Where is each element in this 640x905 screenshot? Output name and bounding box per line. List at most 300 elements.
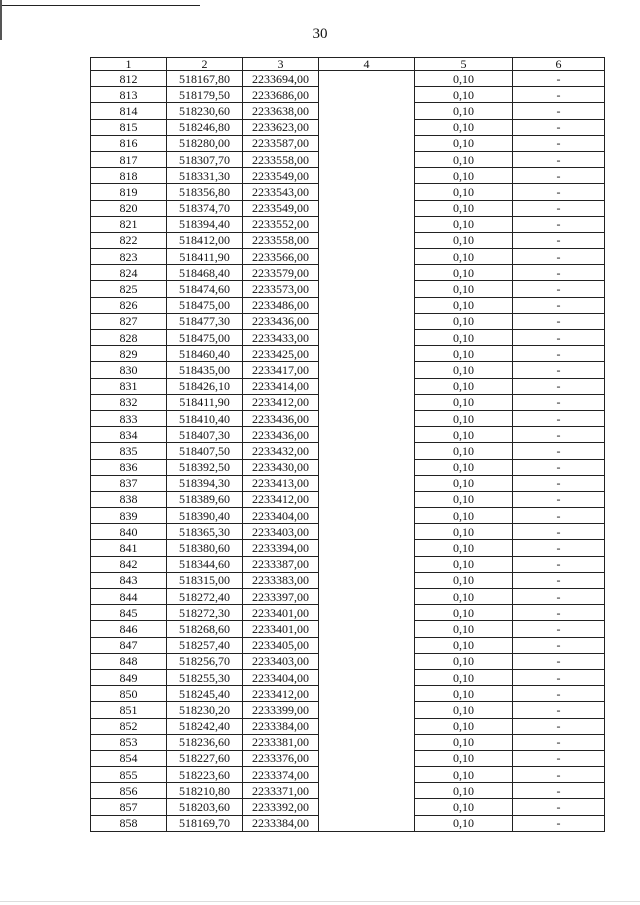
- table-row: [91, 556, 605, 572]
- table-row: [91, 119, 605, 135]
- coord-x-cell: 518236,60: [167, 734, 243, 750]
- coord-x-cell: 518392,50: [167, 459, 243, 475]
- coord-y-cell: 2233436,00: [243, 313, 319, 329]
- col-6-cell: -: [513, 718, 605, 734]
- coord-x-cell: 518407,30: [167, 427, 243, 443]
- footer-rule: [0, 901, 640, 902]
- coord-x-cell: 518167,80: [167, 71, 243, 87]
- point-number-cell: 854: [91, 750, 167, 766]
- accuracy-cell: 0,10: [415, 669, 513, 685]
- table-row: [91, 362, 605, 378]
- point-number-cell: 814: [91, 103, 167, 119]
- accuracy-cell: 0,10: [415, 410, 513, 426]
- coord-x-cell: 518380,60: [167, 540, 243, 556]
- coord-y-cell: 2233397,00: [243, 589, 319, 605]
- table-row: [91, 87, 605, 103]
- coord-x-cell: 518374,70: [167, 200, 243, 216]
- table-row: [91, 767, 605, 783]
- col-4-cell: [319, 799, 415, 815]
- col-4-cell: [319, 265, 415, 281]
- coord-x-cell: 518411,90: [167, 394, 243, 410]
- col-6-cell: -: [513, 103, 605, 119]
- accuracy-cell: 0,10: [415, 265, 513, 281]
- table-row: [91, 297, 605, 313]
- coord-x-cell: 518257,40: [167, 637, 243, 653]
- point-number-cell: 833: [91, 410, 167, 426]
- col-6-cell: -: [513, 653, 605, 669]
- col-4-cell: [319, 767, 415, 783]
- col-4-cell: [319, 686, 415, 702]
- point-number-cell: 848: [91, 653, 167, 669]
- table-row: [91, 491, 605, 507]
- point-number-cell: 834: [91, 427, 167, 443]
- point-number-cell: 841: [91, 540, 167, 556]
- coord-y-cell: 2233401,00: [243, 605, 319, 621]
- col-4-cell: [319, 637, 415, 653]
- coord-y-cell: 2233417,00: [243, 362, 319, 378]
- coord-y-cell: 2233549,00: [243, 168, 319, 184]
- accuracy-cell: 0,10: [415, 491, 513, 507]
- col-4-cell: [319, 669, 415, 685]
- coord-x-cell: 518331,30: [167, 168, 243, 184]
- col-6-cell: -: [513, 410, 605, 426]
- col-6-cell: -: [513, 281, 605, 297]
- table-row: [91, 232, 605, 248]
- accuracy-cell: 0,10: [415, 87, 513, 103]
- col-4-cell: [319, 443, 415, 459]
- table-row: [91, 750, 605, 766]
- coord-x-cell: 518460,40: [167, 346, 243, 362]
- point-number-cell: 817: [91, 151, 167, 167]
- coord-x-cell: 518272,30: [167, 605, 243, 621]
- col-6-cell: -: [513, 475, 605, 491]
- col-4-cell: [319, 135, 415, 151]
- col-4-cell: [319, 702, 415, 718]
- table-body: [91, 71, 605, 832]
- col-6-cell: -: [513, 783, 605, 799]
- col-4-cell: [319, 718, 415, 734]
- coord-y-cell: 2233384,00: [243, 718, 319, 734]
- col-4-cell: [319, 815, 415, 831]
- table-header-row: [91, 58, 605, 71]
- col-4-cell: [319, 556, 415, 572]
- point-number-cell: 853: [91, 734, 167, 750]
- point-number-cell: 822: [91, 232, 167, 248]
- accuracy-cell: 0,10: [415, 702, 513, 718]
- coord-x-cell: 518344,60: [167, 556, 243, 572]
- accuracy-cell: 0,10: [415, 232, 513, 248]
- point-number-cell: 849: [91, 669, 167, 685]
- table-row: [91, 216, 605, 232]
- col-6-cell: -: [513, 589, 605, 605]
- accuracy-cell: 0,10: [415, 103, 513, 119]
- coord-y-cell: 2233573,00: [243, 281, 319, 297]
- accuracy-cell: 0,10: [415, 346, 513, 362]
- coord-x-cell: 518315,00: [167, 572, 243, 588]
- col-4-cell: [319, 184, 415, 200]
- point-number-cell: 857: [91, 799, 167, 815]
- accuracy-cell: 0,10: [415, 330, 513, 346]
- table-row: [91, 135, 605, 151]
- coord-x-cell: 518390,40: [167, 508, 243, 524]
- point-number-cell: 828: [91, 330, 167, 346]
- header-cell: 3: [243, 58, 319, 71]
- accuracy-cell: 0,10: [415, 556, 513, 572]
- coord-y-cell: 2233587,00: [243, 135, 319, 151]
- accuracy-cell: 0,10: [415, 427, 513, 443]
- col-6-cell: -: [513, 232, 605, 248]
- col-4-cell: [319, 653, 415, 669]
- col-4-cell: [319, 297, 415, 313]
- point-number-cell: 826: [91, 297, 167, 313]
- col-4-cell: [319, 491, 415, 507]
- col-4-cell: [319, 783, 415, 799]
- coord-x-cell: 518268,60: [167, 621, 243, 637]
- accuracy-cell: 0,10: [415, 216, 513, 232]
- table-row: [91, 443, 605, 459]
- point-number-cell: 845: [91, 605, 167, 621]
- col-4-cell: [319, 508, 415, 524]
- col-6-cell: -: [513, 216, 605, 232]
- col-6-cell: -: [513, 459, 605, 475]
- coord-y-cell: 2233412,00: [243, 686, 319, 702]
- accuracy-cell: 0,10: [415, 572, 513, 588]
- col-4-cell: [319, 589, 415, 605]
- col-6-cell: -: [513, 378, 605, 394]
- col-6-cell: -: [513, 200, 605, 216]
- table-row: [91, 605, 605, 621]
- table-row: [91, 702, 605, 718]
- coord-y-cell: 2233543,00: [243, 184, 319, 200]
- coord-x-cell: 518272,40: [167, 589, 243, 605]
- col-4-cell: [319, 346, 415, 362]
- col-6-cell: -: [513, 87, 605, 103]
- coord-x-cell: 518474,60: [167, 281, 243, 297]
- col-4-cell: [319, 200, 415, 216]
- accuracy-cell: 0,10: [415, 718, 513, 734]
- point-number-cell: 852: [91, 718, 167, 734]
- coord-x-cell: 518426,10: [167, 378, 243, 394]
- col-6-cell: -: [513, 540, 605, 556]
- col-6-cell: -: [513, 621, 605, 637]
- point-number-cell: 831: [91, 378, 167, 394]
- table-row: [91, 589, 605, 605]
- col-6-cell: -: [513, 686, 605, 702]
- accuracy-cell: 0,10: [415, 119, 513, 135]
- col-6-cell: -: [513, 750, 605, 766]
- coord-y-cell: 2233376,00: [243, 750, 319, 766]
- point-number-cell: 856: [91, 783, 167, 799]
- coord-x-cell: 518410,40: [167, 410, 243, 426]
- coord-y-cell: 2233387,00: [243, 556, 319, 572]
- table-row: [91, 330, 605, 346]
- coord-x-cell: 518246,80: [167, 119, 243, 135]
- col-6-cell: -: [513, 799, 605, 815]
- point-number-cell: 812: [91, 71, 167, 87]
- accuracy-cell: 0,10: [415, 815, 513, 831]
- col-6-cell: -: [513, 669, 605, 685]
- col-6-cell: -: [513, 815, 605, 831]
- accuracy-cell: 0,10: [415, 151, 513, 167]
- col-4-cell: [319, 621, 415, 637]
- table-row: [91, 378, 605, 394]
- point-number-cell: 855: [91, 767, 167, 783]
- table-row: [91, 313, 605, 329]
- col-4-cell: [319, 281, 415, 297]
- col-4-cell: [319, 330, 415, 346]
- table-row: [91, 637, 605, 653]
- col-4-cell: [319, 71, 415, 87]
- col-6-cell: -: [513, 71, 605, 87]
- coord-x-cell: 518223,60: [167, 767, 243, 783]
- col-4-cell: [319, 103, 415, 119]
- col-6-cell: -: [513, 249, 605, 265]
- accuracy-cell: 0,10: [415, 297, 513, 313]
- table-row: [91, 459, 605, 475]
- coord-y-cell: 2233383,00: [243, 572, 319, 588]
- accuracy-cell: 0,10: [415, 783, 513, 799]
- accuracy-cell: 0,10: [415, 637, 513, 653]
- table-row: [91, 249, 605, 265]
- col-4-cell: [319, 249, 415, 265]
- point-number-cell: 820: [91, 200, 167, 216]
- point-number-cell: 835: [91, 443, 167, 459]
- point-number-cell: 842: [91, 556, 167, 572]
- col-6-cell: -: [513, 151, 605, 167]
- point-number-cell: 830: [91, 362, 167, 378]
- coord-x-cell: 518411,90: [167, 249, 243, 265]
- table-row: [91, 734, 605, 750]
- coord-x-cell: 518245,40: [167, 686, 243, 702]
- col-6-cell: -: [513, 135, 605, 151]
- point-number-cell: 825: [91, 281, 167, 297]
- accuracy-cell: 0,10: [415, 540, 513, 556]
- col-4-cell: [319, 605, 415, 621]
- coord-x-cell: 518365,30: [167, 524, 243, 540]
- table-row: [91, 168, 605, 184]
- coord-y-cell: 2233638,00: [243, 103, 319, 119]
- col-4-cell: [319, 87, 415, 103]
- col-4-cell: [319, 168, 415, 184]
- coord-y-cell: 2233413,00: [243, 475, 319, 491]
- coordinates-table: [90, 57, 605, 832]
- col-6-cell: -: [513, 427, 605, 443]
- table-row: [91, 346, 605, 362]
- col-4-cell: [319, 362, 415, 378]
- table-row: [91, 281, 605, 297]
- point-number-cell: 813: [91, 87, 167, 103]
- col-6-cell: -: [513, 346, 605, 362]
- point-number-cell: 821: [91, 216, 167, 232]
- col-4-cell: [319, 427, 415, 443]
- coord-y-cell: 2233436,00: [243, 427, 319, 443]
- accuracy-cell: 0,10: [415, 653, 513, 669]
- point-number-cell: 824: [91, 265, 167, 281]
- coord-y-cell: 2233686,00: [243, 87, 319, 103]
- table-row: [91, 184, 605, 200]
- coord-x-cell: 518475,00: [167, 297, 243, 313]
- coord-x-cell: 518394,40: [167, 216, 243, 232]
- point-number-cell: 823: [91, 249, 167, 265]
- col-6-cell: -: [513, 572, 605, 588]
- table-row: [91, 410, 605, 426]
- col-6-cell: -: [513, 556, 605, 572]
- accuracy-cell: 0,10: [415, 475, 513, 491]
- col-6-cell: -: [513, 443, 605, 459]
- header-cell: 1: [91, 58, 167, 71]
- coord-x-cell: 518230,20: [167, 702, 243, 718]
- point-number-cell: 843: [91, 572, 167, 588]
- coord-y-cell: 2233549,00: [243, 200, 319, 216]
- coord-y-cell: 2233404,00: [243, 508, 319, 524]
- point-number-cell: 858: [91, 815, 167, 831]
- coord-y-cell: 2233404,00: [243, 669, 319, 685]
- table-row: [91, 71, 605, 87]
- point-number-cell: 840: [91, 524, 167, 540]
- col-4-cell: [319, 750, 415, 766]
- table-row: [91, 508, 605, 524]
- table-row: [91, 572, 605, 588]
- point-number-cell: 829: [91, 346, 167, 362]
- table-row: [91, 265, 605, 281]
- coord-y-cell: 2233425,00: [243, 346, 319, 362]
- coord-x-cell: 518475,00: [167, 330, 243, 346]
- col-4-cell: [319, 572, 415, 588]
- coord-x-cell: 518227,60: [167, 750, 243, 766]
- header-cell: 4: [319, 58, 415, 71]
- coord-x-cell: 518280,00: [167, 135, 243, 151]
- coord-x-cell: 518477,30: [167, 313, 243, 329]
- table-row: [91, 427, 605, 443]
- col-6-cell: -: [513, 702, 605, 718]
- point-number-cell: 839: [91, 508, 167, 524]
- coord-x-cell: 518435,00: [167, 362, 243, 378]
- col-4-cell: [319, 475, 415, 491]
- accuracy-cell: 0,10: [415, 135, 513, 151]
- coord-y-cell: 2233432,00: [243, 443, 319, 459]
- coord-y-cell: 2233566,00: [243, 249, 319, 265]
- accuracy-cell: 0,10: [415, 621, 513, 637]
- point-number-cell: 818: [91, 168, 167, 184]
- table-row: [91, 200, 605, 216]
- coord-y-cell: 2233412,00: [243, 491, 319, 507]
- col-6-cell: -: [513, 508, 605, 524]
- accuracy-cell: 0,10: [415, 459, 513, 475]
- coord-y-cell: 2233403,00: [243, 653, 319, 669]
- point-number-cell: 846: [91, 621, 167, 637]
- accuracy-cell: 0,10: [415, 378, 513, 394]
- col-6-cell: -: [513, 605, 605, 621]
- point-number-cell: 847: [91, 637, 167, 653]
- accuracy-cell: 0,10: [415, 184, 513, 200]
- col-4-cell: [319, 524, 415, 540]
- col-6-cell: -: [513, 491, 605, 507]
- table-row: [91, 783, 605, 799]
- coord-x-cell: 518242,40: [167, 718, 243, 734]
- col-6-cell: -: [513, 297, 605, 313]
- table-row: [91, 718, 605, 734]
- col-4-cell: [319, 216, 415, 232]
- coord-y-cell: 2233694,00: [243, 71, 319, 87]
- coord-y-cell: 2233394,00: [243, 540, 319, 556]
- point-number-cell: 850: [91, 686, 167, 702]
- accuracy-cell: 0,10: [415, 168, 513, 184]
- coord-x-cell: 518412,00: [167, 232, 243, 248]
- coord-x-cell: 518255,30: [167, 669, 243, 685]
- coord-y-cell: 2233381,00: [243, 734, 319, 750]
- col-4-cell: [319, 459, 415, 475]
- coord-y-cell: 2233371,00: [243, 783, 319, 799]
- table-row: [91, 540, 605, 556]
- accuracy-cell: 0,10: [415, 750, 513, 766]
- col-6-cell: -: [513, 394, 605, 410]
- point-number-cell: 816: [91, 135, 167, 151]
- col-6-cell: -: [513, 313, 605, 329]
- table-row: [91, 686, 605, 702]
- coord-y-cell: 2233436,00: [243, 410, 319, 426]
- coord-y-cell: 2233433,00: [243, 330, 319, 346]
- header-cell: 2: [167, 58, 243, 71]
- table-row: [91, 815, 605, 831]
- table-row: [91, 394, 605, 410]
- coord-x-cell: 518203,60: [167, 799, 243, 815]
- table-row: [91, 653, 605, 669]
- coord-y-cell: 2233405,00: [243, 637, 319, 653]
- accuracy-cell: 0,10: [415, 71, 513, 87]
- coord-x-cell: 518468,40: [167, 265, 243, 281]
- page-number: 30: [312, 26, 328, 42]
- col-4-cell: [319, 394, 415, 410]
- point-number-cell: 838: [91, 491, 167, 507]
- coord-x-cell: 518394,30: [167, 475, 243, 491]
- col-4-cell: [319, 313, 415, 329]
- coord-x-cell: 518230,60: [167, 103, 243, 119]
- col-4-cell: [319, 734, 415, 750]
- coord-y-cell: 2233401,00: [243, 621, 319, 637]
- col-6-cell: -: [513, 330, 605, 346]
- table-row: [91, 799, 605, 815]
- point-number-cell: 827: [91, 313, 167, 329]
- col-6-cell: -: [513, 265, 605, 281]
- coord-y-cell: 2233399,00: [243, 702, 319, 718]
- coord-x-cell: 518256,70: [167, 653, 243, 669]
- col-4-cell: [319, 232, 415, 248]
- accuracy-cell: 0,10: [415, 686, 513, 702]
- coord-x-cell: 518169,70: [167, 815, 243, 831]
- point-number-cell: 851: [91, 702, 167, 718]
- col-6-cell: -: [513, 637, 605, 653]
- coord-y-cell: 2233384,00: [243, 815, 319, 831]
- coord-x-cell: 518307,70: [167, 151, 243, 167]
- accuracy-cell: 0,10: [415, 313, 513, 329]
- point-number-cell: 837: [91, 475, 167, 491]
- table-row: [91, 524, 605, 540]
- coord-x-cell: 518407,50: [167, 443, 243, 459]
- coord-y-cell: 2233374,00: [243, 767, 319, 783]
- coord-y-cell: 2233579,00: [243, 265, 319, 281]
- table-row: [91, 151, 605, 167]
- col-6-cell: -: [513, 362, 605, 378]
- coord-x-cell: 518356,80: [167, 184, 243, 200]
- col-6-cell: -: [513, 524, 605, 540]
- col-6-cell: -: [513, 119, 605, 135]
- point-number-cell: 815: [91, 119, 167, 135]
- accuracy-cell: 0,10: [415, 589, 513, 605]
- accuracy-cell: 0,10: [415, 394, 513, 410]
- col-4-cell: [319, 378, 415, 394]
- col-6-cell: -: [513, 184, 605, 200]
- accuracy-cell: 0,10: [415, 605, 513, 621]
